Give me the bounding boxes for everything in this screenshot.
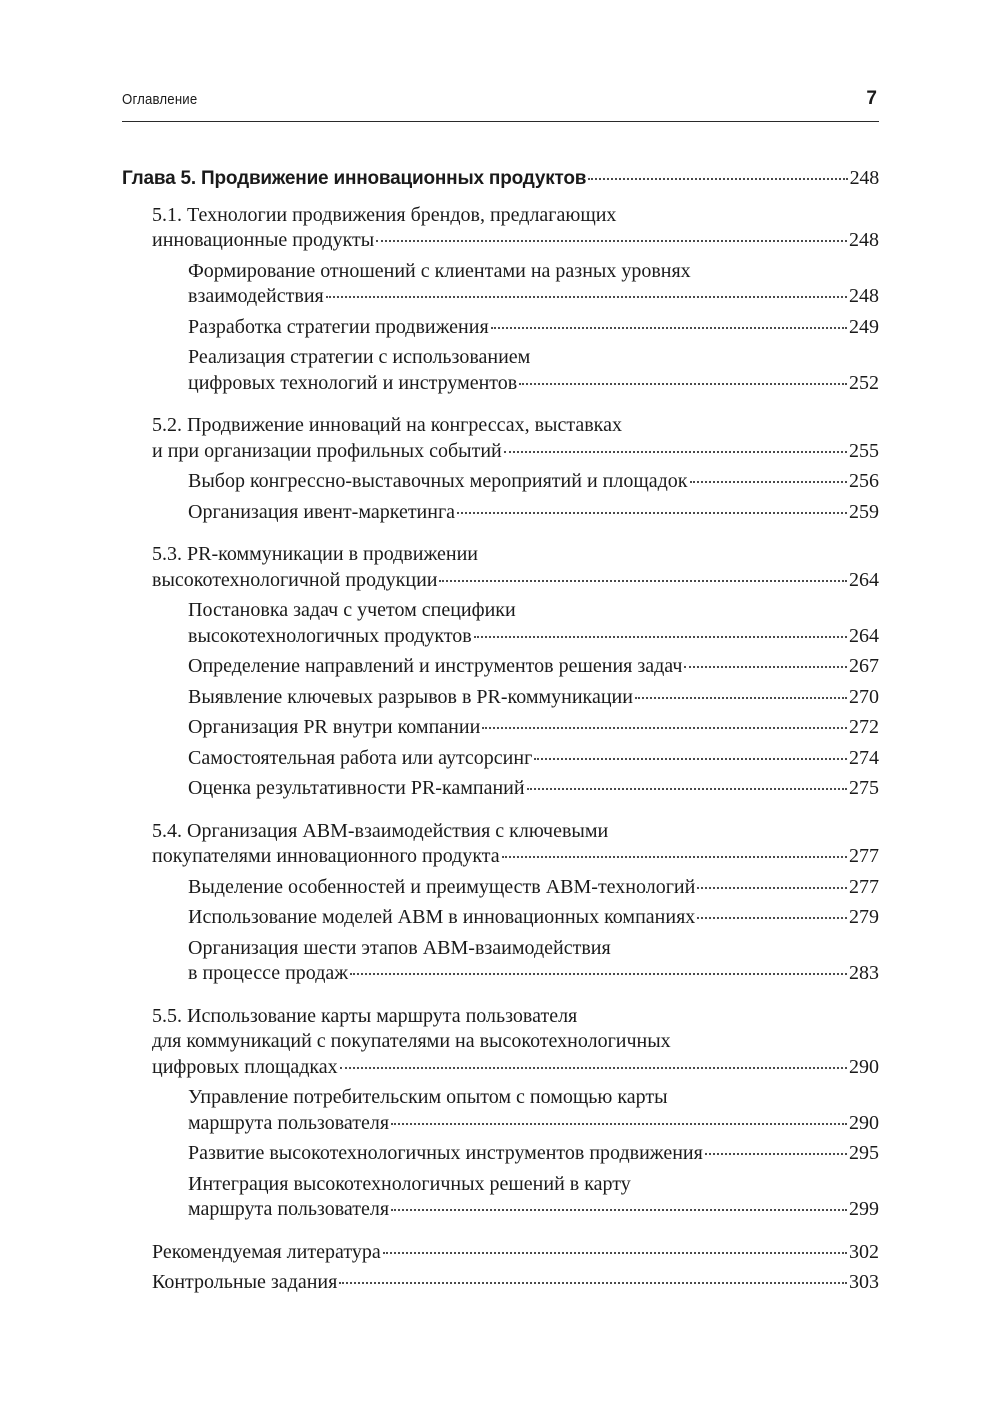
toc-subsection[interactable] <box>122 936 879 987</box>
toc-entry-title: 5.2. Продвижение инноваций на конгрессах, выставках <box>152 414 622 436</box>
toc-entry-title: Определение направлений и инструментов решения задач <box>188 655 683 677</box>
toc-leader-dots <box>705 1153 847 1155</box>
toc-leader-dots <box>684 666 847 668</box>
toc-subsection[interactable] <box>122 654 879 680</box>
toc-entry-title: Реализация стратегии с использованием <box>188 346 531 368</box>
toc-subsection[interactable] <box>122 715 879 741</box>
toc-subsection[interactable] <box>122 1141 879 1167</box>
toc-entry-page: 248 <box>849 167 879 189</box>
toc-entry-page: 283 <box>849 962 879 984</box>
toc-entry-title: Контрольные задания <box>152 1271 338 1293</box>
toc-leader-dots <box>482 727 847 729</box>
table-of-contents <box>122 166 879 1301</box>
toc-leader-dots <box>474 636 847 638</box>
toc-leader-dots <box>690 481 847 483</box>
toc-leader-dots <box>697 887 847 889</box>
toc-entry-title-cont: высокотехнологичной продукции <box>152 568 438 591</box>
toc-subsection[interactable] <box>122 875 879 901</box>
toc-section-5-4[interactable] <box>122 819 879 870</box>
toc-entry-title: 5.3. PR-коммуникации в продвижении <box>152 543 478 565</box>
toc-subsection[interactable] <box>122 500 879 526</box>
toc-leader-dots <box>391 1123 847 1125</box>
toc-entry-page: 248 <box>849 229 879 251</box>
toc-subsection[interactable] <box>122 776 879 802</box>
toc-leader-dots <box>457 512 847 514</box>
toc-entry-page: 272 <box>849 716 879 738</box>
toc-entry-title: Формирование отношений с клиентами на разных уровнях <box>188 259 691 282</box>
toc-entry-title: 5.1. Технологии продвижения брендов, предлагающих <box>152 203 617 226</box>
toc-subsection[interactable] <box>122 259 879 310</box>
toc-entry-page: 270 <box>849 685 879 708</box>
spacer <box>122 807 879 819</box>
toc-entry-title: Разработка стратегии продвижения <box>188 315 489 338</box>
spacer <box>122 530 879 542</box>
toc-entry-page: 279 <box>849 906 879 928</box>
toc-entry-title-cont: и при организации профильных событий <box>152 439 502 462</box>
toc-entry-page: 299 <box>849 1198 879 1220</box>
toc-entry-title: Организация ивент-маркетинга <box>188 500 456 523</box>
toc-entry-page: 264 <box>849 568 879 591</box>
page-number: 7 <box>866 88 877 109</box>
toc-entry-page: 249 <box>849 315 879 338</box>
toc-entry-page: 277 <box>849 845 879 867</box>
toc-entry-title: Организация шести этапов ABM-взаимодействия <box>188 936 611 959</box>
toc-leader-dots <box>588 178 847 180</box>
toc-entry-title: Рекомендуемая литература <box>152 1240 381 1263</box>
spacer <box>122 1228 879 1240</box>
toc-subsection[interactable] <box>122 1172 879 1223</box>
running-header <box>122 88 879 122</box>
toc-entry-page: 277 <box>849 875 879 898</box>
toc-leader-dots <box>491 327 847 329</box>
toc-leader-dots <box>527 788 847 790</box>
toc-control-tasks[interactable] <box>122 1270 879 1296</box>
toc-leader-dots <box>534 758 847 760</box>
toc-entry-title-cont: инновационные продукты <box>152 229 375 251</box>
toc-entry-page: 264 <box>849 624 879 647</box>
toc-entry-title: Оценка результативности PR-кампаний <box>188 777 525 799</box>
toc-entry-page: 290 <box>849 1055 879 1078</box>
toc-entry-title: Выделение особенностей и преимуществ ABM-технологий <box>188 875 696 898</box>
toc-section-5-1[interactable] <box>122 203 879 254</box>
toc-chapter-5[interactable] <box>122 166 879 192</box>
toc-entry-title-cont: цифровых площадках <box>152 1055 338 1078</box>
toc-leader-dots <box>635 697 847 699</box>
toc-entry-title-cont: высокотехнологичных продуктов <box>188 624 472 647</box>
toc-entry-title: 5.4. Организация ABM-взаимодействия с ключевыми <box>152 819 609 842</box>
toc-leader-dots <box>519 383 847 385</box>
header-title: Оглавление <box>122 91 198 108</box>
toc-entry-title: Использование моделей ABM в инновационных компаниях <box>188 906 696 928</box>
toc-entry-title-cont: покупателями инновационного продукта <box>152 845 500 867</box>
toc-subsection[interactable] <box>122 685 879 711</box>
toc-entry-title-cont: в процессе продаж <box>188 962 349 984</box>
toc-section-5-5[interactable] <box>122 1004 879 1081</box>
toc-entry-page: 290 <box>849 1111 879 1134</box>
toc-leader-dots <box>339 1282 847 1284</box>
toc-entry-title: Управление потребительским опытом с помощью карты <box>188 1086 668 1108</box>
toc-entry-page: 255 <box>849 439 879 462</box>
toc-entry-page: 303 <box>849 1271 879 1293</box>
toc-leader-dots <box>383 1252 847 1254</box>
toc-entry-title: Развитие высокотехнологичных инструментов продвижения <box>188 1142 703 1164</box>
toc-entry-title: Постановка задач с учетом специфики <box>188 599 516 621</box>
toc-leader-dots <box>502 856 847 858</box>
toc-section-5-2[interactable] <box>122 413 879 464</box>
toc-leader-dots <box>340 1067 847 1069</box>
toc-leader-dots <box>504 451 847 453</box>
toc-entry-page: 274 <box>849 746 879 769</box>
toc-leader-dots <box>326 296 847 298</box>
spacer <box>122 401 879 413</box>
toc-entry-title: Интеграция высокотехнологичных решений в карту <box>188 1172 631 1195</box>
toc-subsection[interactable] <box>122 746 879 772</box>
toc-entry-title-cont: маршрута пользователя <box>188 1198 390 1220</box>
toc-leader-dots <box>376 240 847 242</box>
toc-subsection[interactable] <box>122 469 879 495</box>
toc-entry-title: Самостоятельная работа или аутсорсинг <box>188 746 533 769</box>
toc-entry-page: 267 <box>849 655 879 677</box>
toc-entry-title-cont: маршрута пользователя <box>188 1111 390 1134</box>
toc-entry-page: 302 <box>849 1240 879 1263</box>
toc-entry-page: 295 <box>849 1142 879 1164</box>
toc-subsection[interactable] <box>122 315 879 341</box>
toc-entry-title-cont: для коммуникаций с покупателями на высокотехнологичных <box>152 1030 671 1052</box>
toc-entry-title: Организация PR внутри компании <box>188 716 481 738</box>
toc-leader-dots <box>439 580 847 582</box>
toc-leader-dots <box>350 973 847 975</box>
toc-recommended-literature[interactable] <box>122 1240 879 1266</box>
toc-section-5-3[interactable] <box>122 542 879 593</box>
toc-entry-page: 275 <box>849 777 879 799</box>
toc-entry-title: Глава 5. Продвижение инновационных продуктов <box>122 168 587 189</box>
toc-entry-title: Выбор конгрессно-выставочных мероприятий и площадок <box>188 470 688 492</box>
toc-entry-page: 256 <box>849 470 879 492</box>
toc-leader-dots <box>697 917 847 919</box>
toc-subsection[interactable] <box>122 598 879 649</box>
toc-entry-page: 248 <box>849 285 879 307</box>
toc-entry-page: 259 <box>849 500 879 523</box>
toc-entry-title-cont: цифровых технологий и инструментов <box>188 371 518 394</box>
toc-subsection[interactable] <box>122 905 879 931</box>
spacer <box>122 992 879 1004</box>
toc-entry-page: 252 <box>849 371 879 394</box>
toc-entry-title-cont: взаимодействия <box>188 285 324 307</box>
toc-subsection[interactable] <box>122 345 879 396</box>
toc-subsection[interactable] <box>122 1085 879 1136</box>
toc-entry-title: 5.5. Использование карты маршрута пользователя <box>152 1004 578 1027</box>
toc-entry-title: Выявление ключевых разрывов в PR-коммуникации <box>188 685 633 708</box>
toc-leader-dots <box>391 1209 847 1211</box>
